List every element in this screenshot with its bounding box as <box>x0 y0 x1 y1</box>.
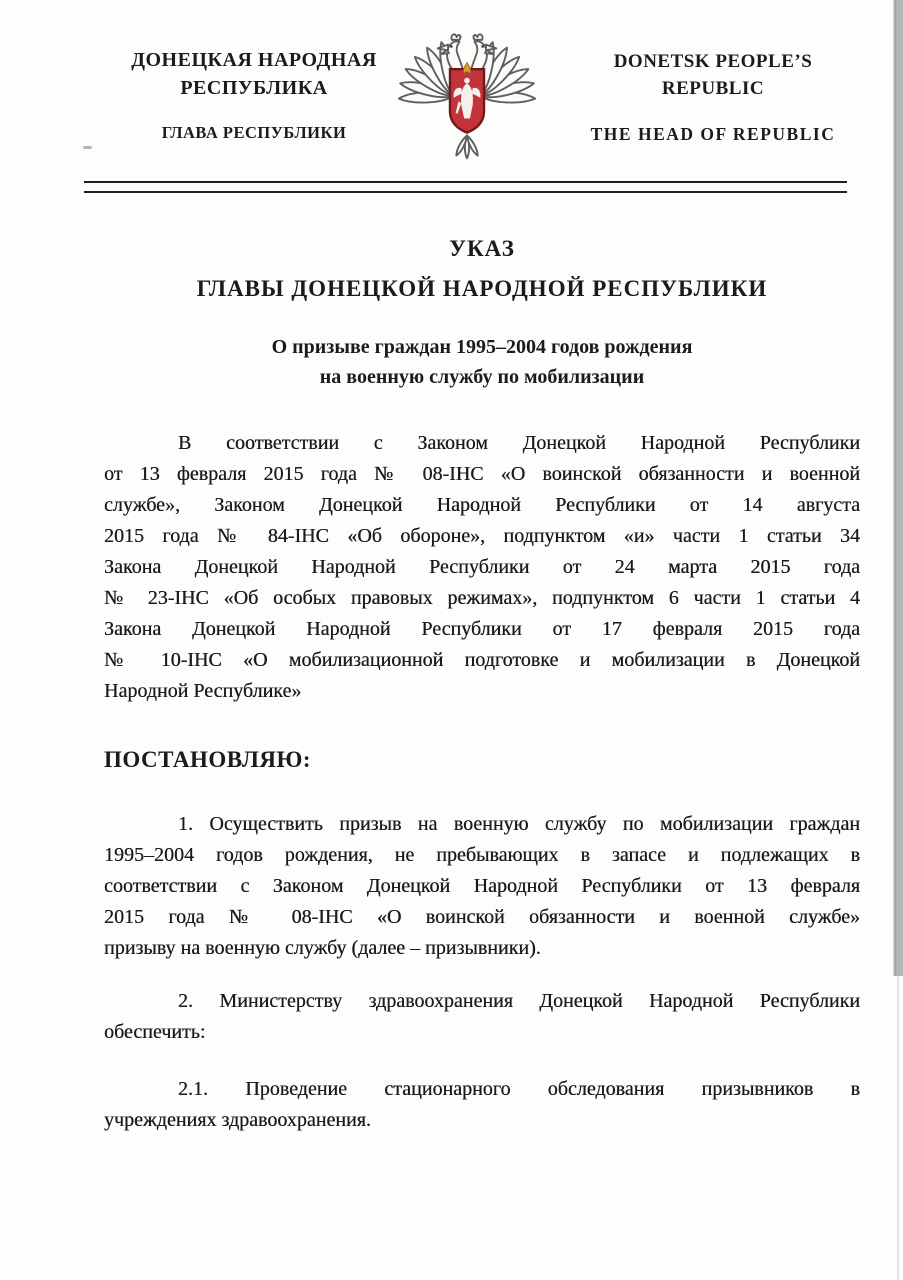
double-rule-divider <box>84 181 847 193</box>
resolve-heading: ПОСТАНОВЛЯЮ: <box>104 747 312 772</box>
scan-edge-artifact-tail <box>897 976 899 1280</box>
item1-line-4: 2015 года № 08-ІНС «О воинской обязанности и военной службе» <box>104 906 860 928</box>
preamble-line-4: 2015 года № 84-ІНС «Об обороне», подпунктом «и» части 1 статьи 34 <box>104 525 860 547</box>
item1-line-2: 1995–2004 годов рождения, не пребывающих в запасе и подлежащих в <box>104 844 860 866</box>
item1-line-3: соответствии с Законом Донецкой Народной Республики от 13 февраля <box>104 875 860 897</box>
org-name-ru-line2: РЕСПУБЛИКА <box>180 77 328 99</box>
letterhead-en <box>567 48 859 145</box>
decree-subject-line2: на военную службу по мобилизации <box>319 366 645 388</box>
letterhead-ru <box>120 46 388 143</box>
preamble-line-1: В соответствии с Законом Донецкой Народной Республики <box>178 432 860 454</box>
item2-line-1: 2. Министерству здравоохранения Донецкой Народной Республики <box>178 990 860 1012</box>
decree-subject-line1: О призыве граждан 1995–2004 годов рождения <box>271 336 693 358</box>
role-title-en: THE HEAD OF REPUBLIC <box>590 124 836 144</box>
preamble-line-6: № 23-ІНС «Об особых правовых режимах», подпунктом 6 части 1 статьи 4 <box>104 587 860 609</box>
scan-speck <box>83 146 92 149</box>
decree-body <box>104 236 860 1136</box>
eagle-left-eye-icon <box>450 45 453 48</box>
item2-1-line-2: учреждениях здравоохранения. <box>104 1109 371 1131</box>
decree-item-2 <box>104 986 860 1048</box>
scan-edge-artifact <box>892 0 903 976</box>
preamble-line-5: Закона Донецкой Народной Республики от 24 марта 2015 года <box>104 556 860 578</box>
preamble-line-8: № 10-ІНС «О мобилизационной подготовке и мобилизации в Донецкой <box>104 649 860 671</box>
org-name-ru-line1: ДОНЕЦКАЯ НАРОДНАЯ <box>131 49 377 71</box>
item1-line-1: 1. Осуществить призыв на военную службу по мобилизации граждан <box>178 813 860 835</box>
decree-item-2-1 <box>104 1074 860 1136</box>
decree-subject <box>104 332 860 392</box>
preamble-line-7: Закона Донецкой Народной Республики от 17 февраля 2015 года <box>104 618 860 640</box>
flame-icon <box>463 63 470 74</box>
org-name-en-line1: DONETSK PEOPLE’S <box>613 51 813 72</box>
decree-type-title: УКАЗ <box>449 236 515 261</box>
decree-issuer-title: ГЛАВЫ ДОНЕЦКОЙ НАРОДНОЙ РЕСПУБЛИКИ <box>196 276 768 301</box>
org-name-en-line2: REPUBLIC <box>661 78 765 99</box>
preamble-line-9: Народной Республике» <box>104 680 302 702</box>
eagle-right-eye-icon <box>481 45 484 48</box>
preamble-paragraph <box>104 428 860 707</box>
item1-line-5: призыву на военную службу (далее – призывники). <box>104 937 541 959</box>
decree-item-1 <box>104 809 860 964</box>
role-title-ru: ГЛАВА РЕСПУБЛИКИ <box>161 123 347 142</box>
item2-line-2: обеспечить: <box>104 1021 206 1043</box>
preamble-line-2: от 13 февраля 2015 года № 08-ІНС «О воинской обязанности и военной <box>104 463 860 485</box>
dnr-coat-of-arms-icon <box>391 20 543 162</box>
item2-1-line-1: 2.1. Проведение стационарного обследования призывников в <box>178 1078 860 1100</box>
eagle-tail-icon <box>454 134 479 158</box>
preamble-line-3: службе», Законом Донецкой Народной Республики от 14 августа <box>104 494 860 516</box>
